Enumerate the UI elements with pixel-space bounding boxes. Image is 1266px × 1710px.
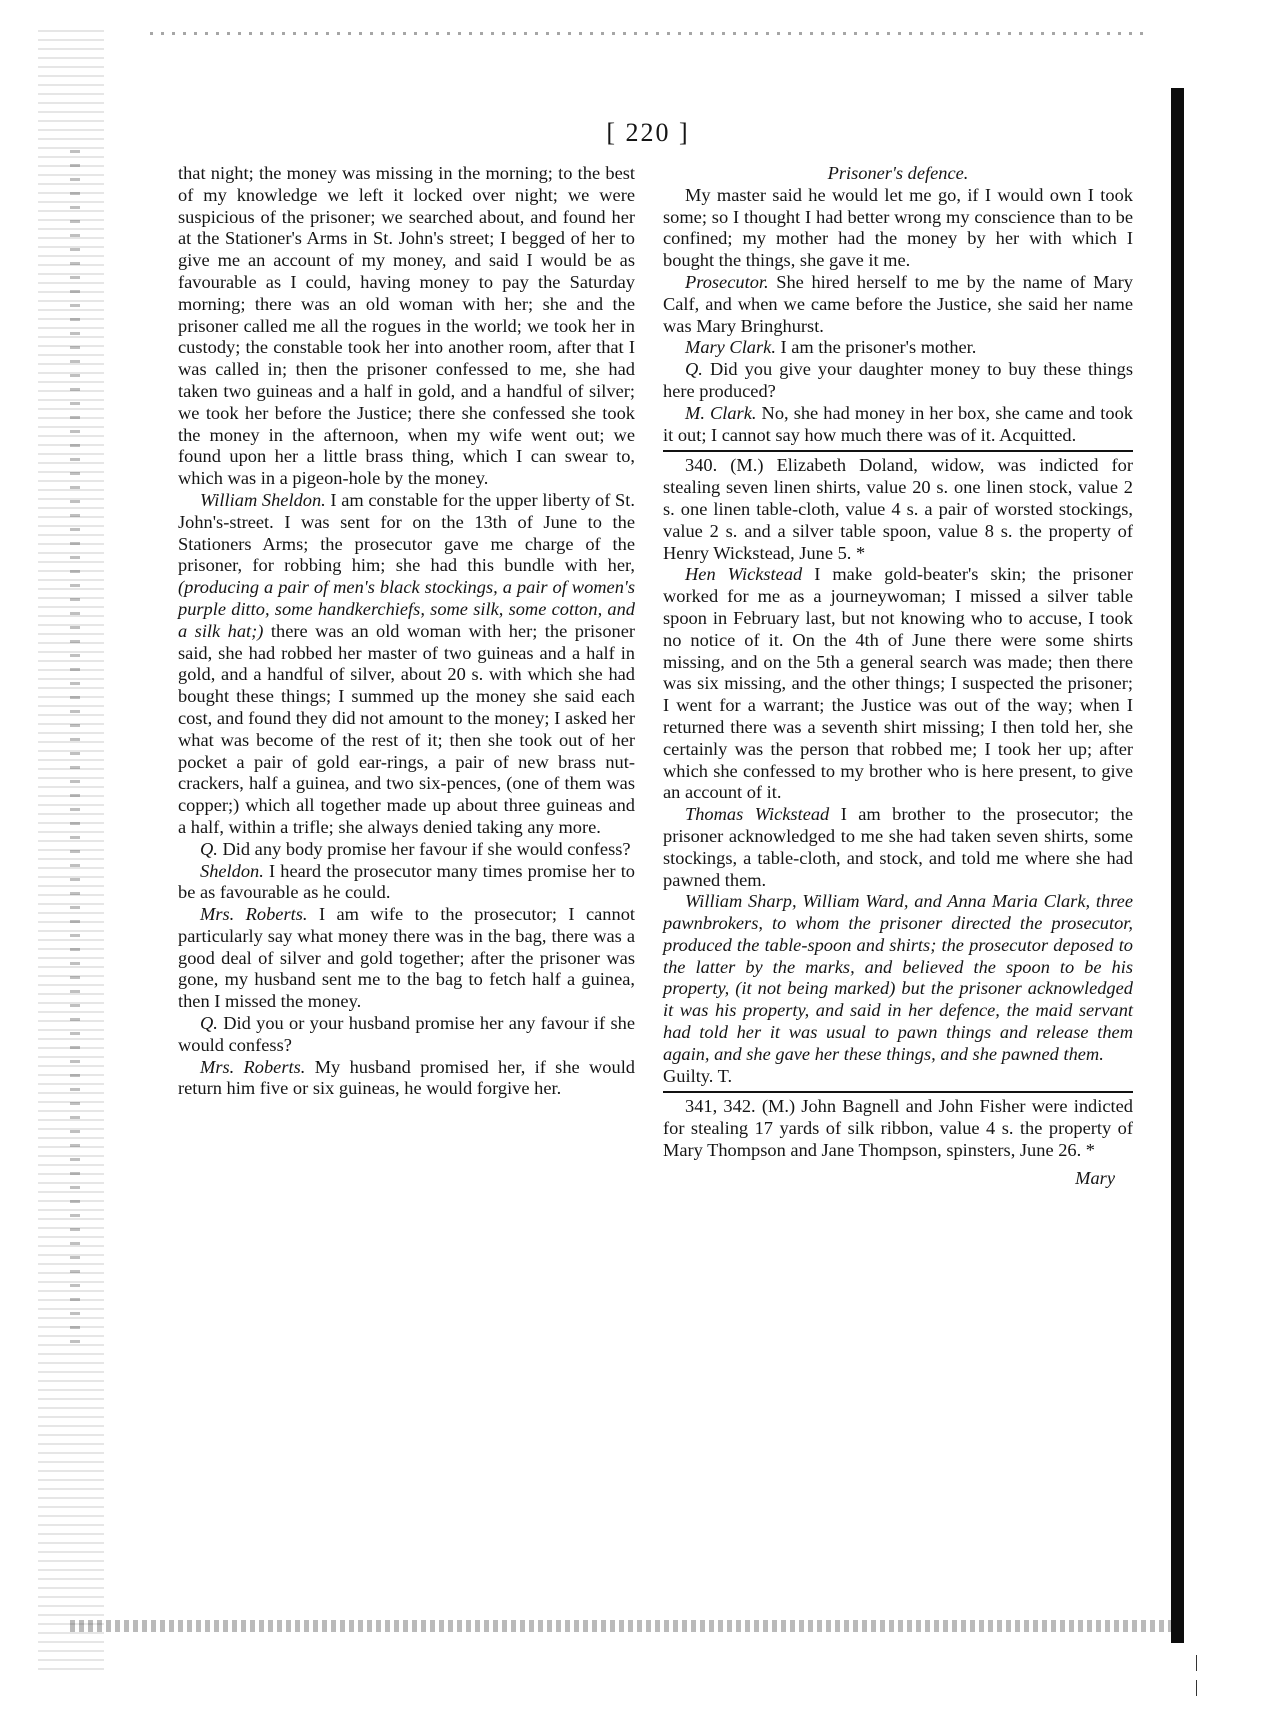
paragraph — [178, 1057, 635, 1101]
scan-top-noise — [150, 32, 1150, 35]
left-column — [178, 163, 635, 1100]
speaker-name: Hen Wickstead — [685, 564, 803, 585]
paragraph — [663, 804, 1133, 891]
page-edge-shadow — [1171, 88, 1184, 1643]
speaker-name: Q. — [200, 1013, 218, 1034]
paragraph-text: Did you or your husband promise her any favour if she would confess? — [178, 1013, 635, 1055]
paragraph — [663, 359, 1133, 403]
paragraph — [663, 403, 1133, 447]
paragraph-text: that night; the money was missing in the morning; to the best of my knowledge we left it locked over night; we were suspicious of the prisoner; we searched about, and found her at the Stationer's Arms in St. John's street; I begged of her to give me an account of my money, and said I would be as favourable as I could, having money to pay the Saturday morning; there was an old woman with her; she and the prisoner called me all the rogues in the world; we took her in custody; the constable took her into another room, after that I was called in; then the prisoner confessed to me, she had taken two guineas and a half in gold, and a handful of silver; we took her before the Justice; there she confessed she took the money in the afternoon, when my wife went out; we found upon her a little brass thing, which I can swear to, which was in a pigeon-hole by the money. — [178, 163, 635, 489]
speaker-name: Q. — [685, 359, 703, 380]
scan-bottom-noise — [70, 1620, 1180, 1632]
catchword: Mary — [1075, 1167, 1115, 1188]
scan-gutter-noise — [70, 150, 80, 1350]
speaker-name: Sheldon. — [200, 860, 264, 881]
paragraph-text: there was an old woman with her; the prisoner said, she had robbed her master of two guineas and a half in gold, and a handful of silver, about 20 s. with which she had bought these things; I summed up the money she said each cost, and found they did not amount to the money; I asked her what was become of the rest of it; then she took out of her pocket a pair of gold ear-rings, a pair of new brass nut-crackers, half a guinea, and two six-pences, (one of them was copper;) which all together made up about three guineas and a half, within a trifle; she always denied taking any more. — [178, 620, 635, 837]
paragraph — [663, 337, 1133, 359]
paragraph — [178, 861, 635, 905]
paragraph-text: I am wife to the prosecutor; I cannot particularly say what money there was in the bag, there was a good deal of silver and gold together; after the prisoner was gone, my husband sent me to the bag to fetch half a guinea, then I missed the money. — [178, 904, 636, 1012]
paragraph — [178, 490, 635, 839]
speaker-name: Mrs. Roberts. — [200, 1056, 306, 1077]
speaker-name: Thomas Wickstead — [685, 804, 830, 825]
speaker-name: William Sheldon. — [200, 489, 326, 510]
paragraph-text: I am brother to the prosecutor; the prisoner acknowledged to me she had taken seven shirts, some stockings, a table-cloth, and stock, and told me where she had pawned them. — [663, 804, 1133, 890]
speaker-name: Mrs. Roberts. — [200, 904, 308, 925]
paragraph-text: I am the prisoner's mother. — [775, 337, 977, 358]
paragraph: My master said he would let me go, if I would own I took some; so I thought I had better wrong my conscience than to be confined; my mother had the money by her with which I bought the things, she gave it me. — [663, 184, 1133, 271]
case-heading: 341, 342. (M.) John Bagnell and John Fisher were indicted for stealing 17 yards of silk ribbon, value 4 s. the property of Mary Thompson and Jane Thompson, spinsters, June 26. * — [663, 1096, 1133, 1161]
paragraph-text: My husband promised her, if she would return him five or six guineas, he would forgive her. — [178, 1056, 636, 1099]
speaker-name: Q. — [200, 838, 218, 859]
paragraph — [178, 163, 635, 490]
edge-tick — [1196, 1655, 1197, 1671]
paragraph-text: I am constable for the upper liberty of St. John's-street. I was sent for on the 13th of June to the Stationers Arms; the prosecutor gave me charge of the prisoner, for robbing him; she had this bundle with her, — [178, 489, 635, 576]
speaker-name: M. Clark. — [685, 402, 757, 423]
page-number: [ 220 ] — [606, 118, 690, 147]
paragraph — [663, 272, 1133, 337]
case-divider — [663, 450, 1133, 452]
paragraph-text: No, she had money in her box, she came and took it out; I cannot say how much there was of it. Acquitted. — [663, 402, 1133, 445]
paragraph-text: Did any body promise her favour if she would confess? — [217, 838, 631, 859]
paragraph — [663, 564, 1133, 804]
paragraph — [178, 904, 635, 1013]
paragraph-text: I heard the prosecutor many times promise her to be as favourable as he could. — [178, 860, 635, 903]
paragraph-text: Did you give your daughter money to buy these things here produced? — [663, 359, 1133, 401]
verdict: Guilty. T. — [663, 1065, 733, 1086]
paragraph-italic: William Sharp, William Ward, and Anna Maria Clark, three pawnbrokers, to whom the prisoner directed the prosecutor, produced the table-spoon and shirts; the prosecutor deposed to the latter by the marks, and believed the spoon to be his property, (it not being marked) but the prisoner acknowledged it was his property, and said in her defence, the maid servant had told her it was usual to pawn things and release them again, and she gave her these things, and she pawned them. — [663, 891, 1133, 1064]
paragraph — [178, 1013, 635, 1057]
section-heading: Prisoner's defence. — [827, 163, 969, 183]
paragraph-text: I make gold-beater's skin; the prisoner worked for me as a journeywoman; I missed a silver table spoon in February last, but not knowing who to accuse, I took no notice of it. On the 4th of June there were some shirts missing, and on the 5th a general search was made; then there was six missing, and the other things; I suspected the prisoner; I went for a warrant; the Justice was out of the way; when I returned there was a seventh shirt missing; I then told her, she certainly was the person that robbed me; I took her up; after which she confessed to my brother who is here present, to give an account of it. — [663, 564, 1133, 803]
paragraph-text: She hired herself to me by the name of Mary Calf, and when we came before the Justice, she said her name was Mary Bringhurst. — [663, 271, 1133, 336]
right-column — [663, 163, 1133, 1190]
case-heading: 340. (M.) Elizabeth Doland, widow, was indicted for stealing seven linen shirts, value 20 s. one linen stock, value 2 s. one linen table-cloth, value 4 s. a pair of worsted stockings, value 2 s. and a silver table spoon, value 8 s. the property of Henry Wickstead, June 5. * — [663, 455, 1133, 563]
speaker-name: Prosecutor. — [685, 271, 769, 292]
speaker-name: Mary Clark. — [685, 337, 776, 358]
paragraph-aside: (producing a pair of men's black stockings, a pair of women's purple ditto, some handkerchiefs, some silk, some cotton, and a silk hat;) — [178, 577, 635, 641]
edge-tick — [1196, 1680, 1197, 1696]
case-divider — [663, 1091, 1133, 1093]
paragraph — [178, 839, 635, 861]
